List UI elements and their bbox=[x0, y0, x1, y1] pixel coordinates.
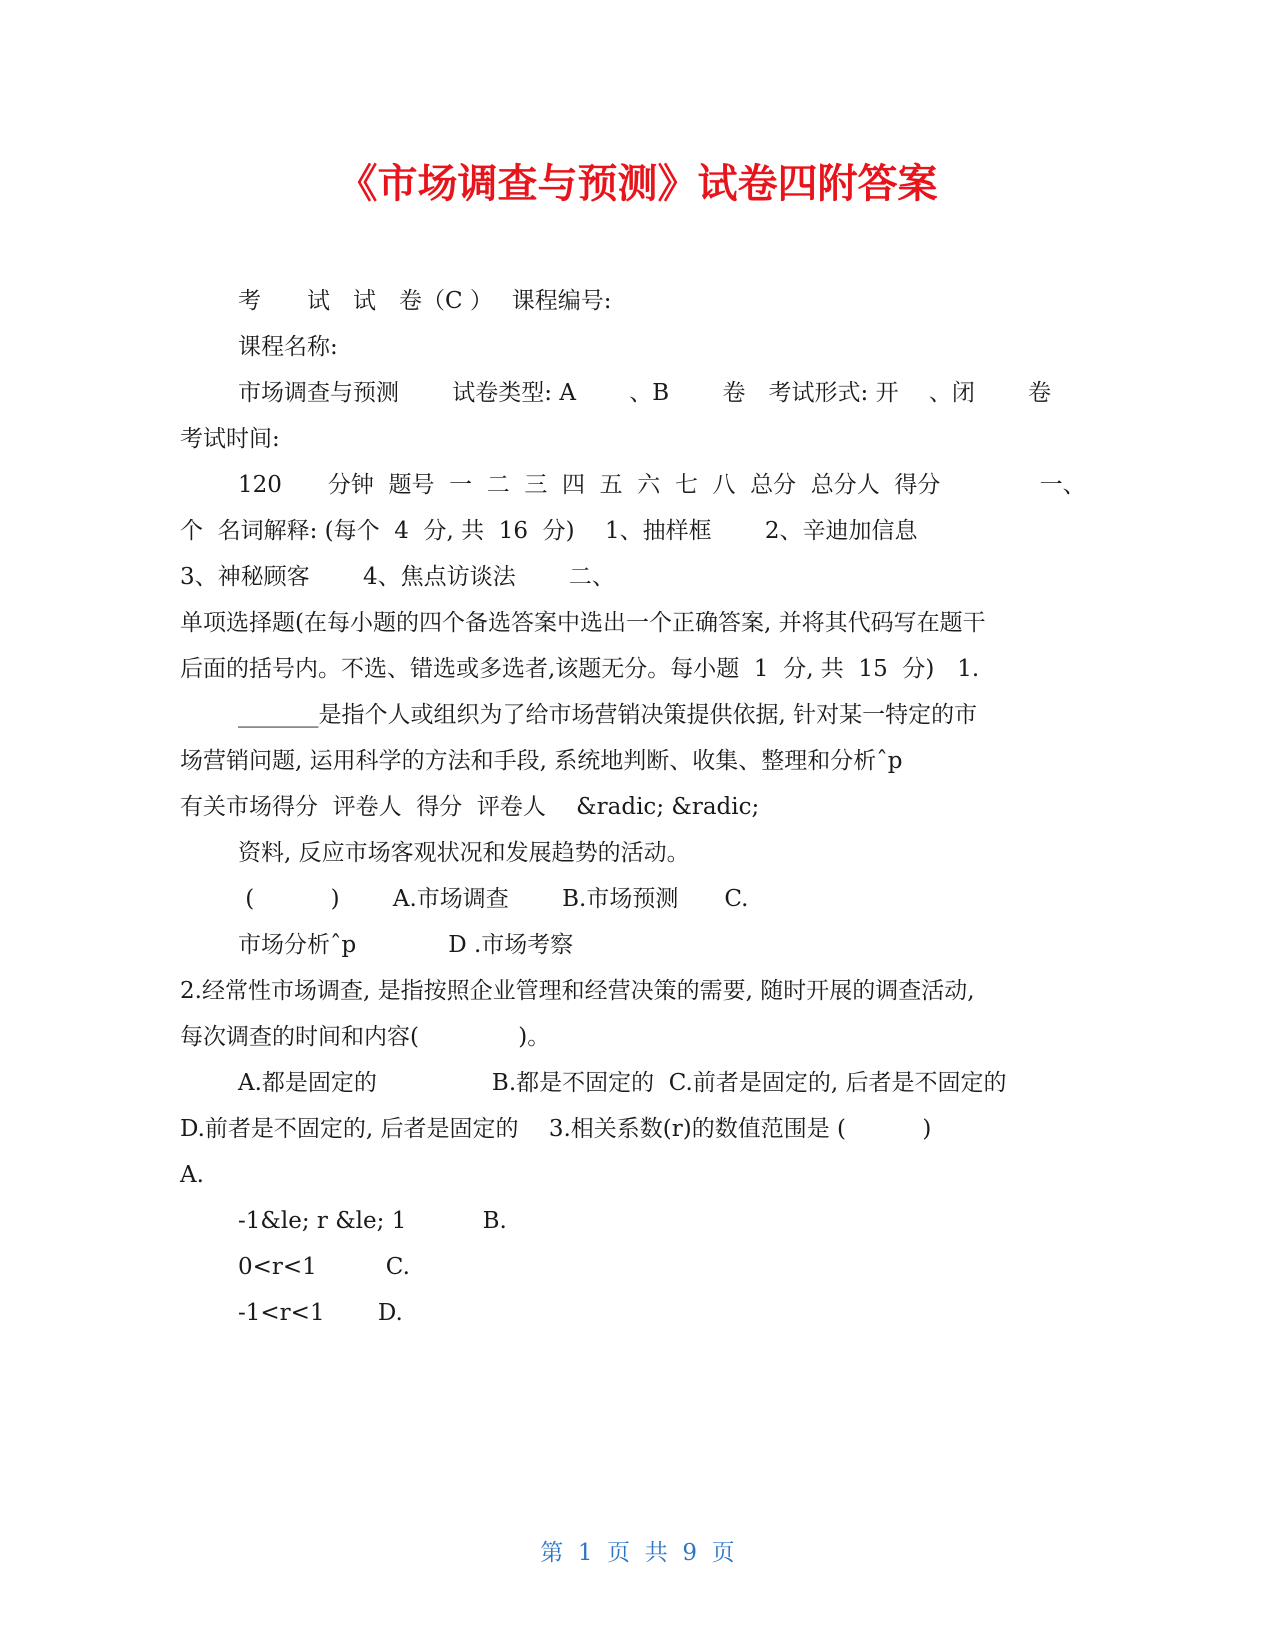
text-line-option-b: 0<r<1 C. bbox=[238, 1254, 410, 1280]
text-line-exam-time: 考试时间: bbox=[180, 426, 280, 452]
page-footer: 第 1 页 共 9 页 bbox=[540, 1540, 735, 1566]
text-line-question-2-options: A.都是固定的 B.都是不固定的 C.前者是固定的, 后者是不固定的 bbox=[238, 1070, 1007, 1096]
text-line-question-1-options-cont: 市场分析ˆp D .市场考察 bbox=[238, 932, 574, 958]
text-line-course-name: 课程名称: bbox=[238, 334, 338, 360]
text-line-exam-code: 考 试 试 卷（C ） 课程编号: bbox=[238, 288, 612, 314]
text-line-question-3: D.前者是不固定的, 后者是固定的 3.相关系数(r)的数值范围是 ( ) bbox=[180, 1116, 932, 1142]
text-line-scoring-labels: 有关市场得分 评卷人 得分 评卷人 &radic; &radic; bbox=[180, 794, 760, 820]
text-line-section-two: 单项选择题(在每小题的四个备选答案中选出一个正确答案, 并将其代码写在题干 bbox=[180, 610, 986, 636]
text-line-question-1-end: 资料, 反应市场客观状况和发展趋势的活动。 bbox=[238, 840, 690, 866]
text-line-option-c: -1<r<1 D. bbox=[238, 1300, 403, 1326]
text-line-question-1-options: ( ) A.市场调查 B.市场预测 C. bbox=[238, 886, 749, 912]
text-line-instructions: 后面的括号内。不选、错选或多选者,该题无分。每小题 1 分, 共 15 分) 1. bbox=[180, 656, 980, 682]
text-line-option-a-label: A. bbox=[180, 1162, 204, 1188]
text-line-question-2-cont: 每次调查的时间和内容( )。 bbox=[180, 1024, 551, 1050]
text-line-section-one: 个 名词解释: (每个 4 分, 共 16 分) 1、抽样框 2、辛迪加信息 bbox=[180, 518, 918, 544]
text-line-question-1-cont: 场营销问题, 运用科学的方法和手段, 系统地判断、收集、整理和分析ˆp bbox=[180, 748, 903, 774]
text-line-option-a: -1&le; r &le; 1 B. bbox=[238, 1208, 507, 1234]
document-title: 《市场调查与预测》试卷四附答案 bbox=[337, 161, 938, 207]
text-line-exam-type: 市场调查与预测 试卷类型: A 、B 卷 考试形式: 开 、闭 卷 bbox=[238, 380, 1052, 406]
text-line-question-1: _______是指个人或组织为了给市场营销决策提供依据, 针对某一特定的市 bbox=[238, 702, 978, 728]
text-line-score-table: 120 分钟 题号 一 二 三 四 五 六 七 八 总分 总分人 得分 一、 bbox=[238, 472, 1086, 498]
text-line-question-2: 2.经常性市场调查, 是指按照企业管理和经营决策的需要, 随时开展的调查活动, bbox=[180, 978, 975, 1004]
text-line-terms: 3、神秘顾客 4、焦点访谈法 二、 bbox=[180, 564, 615, 590]
